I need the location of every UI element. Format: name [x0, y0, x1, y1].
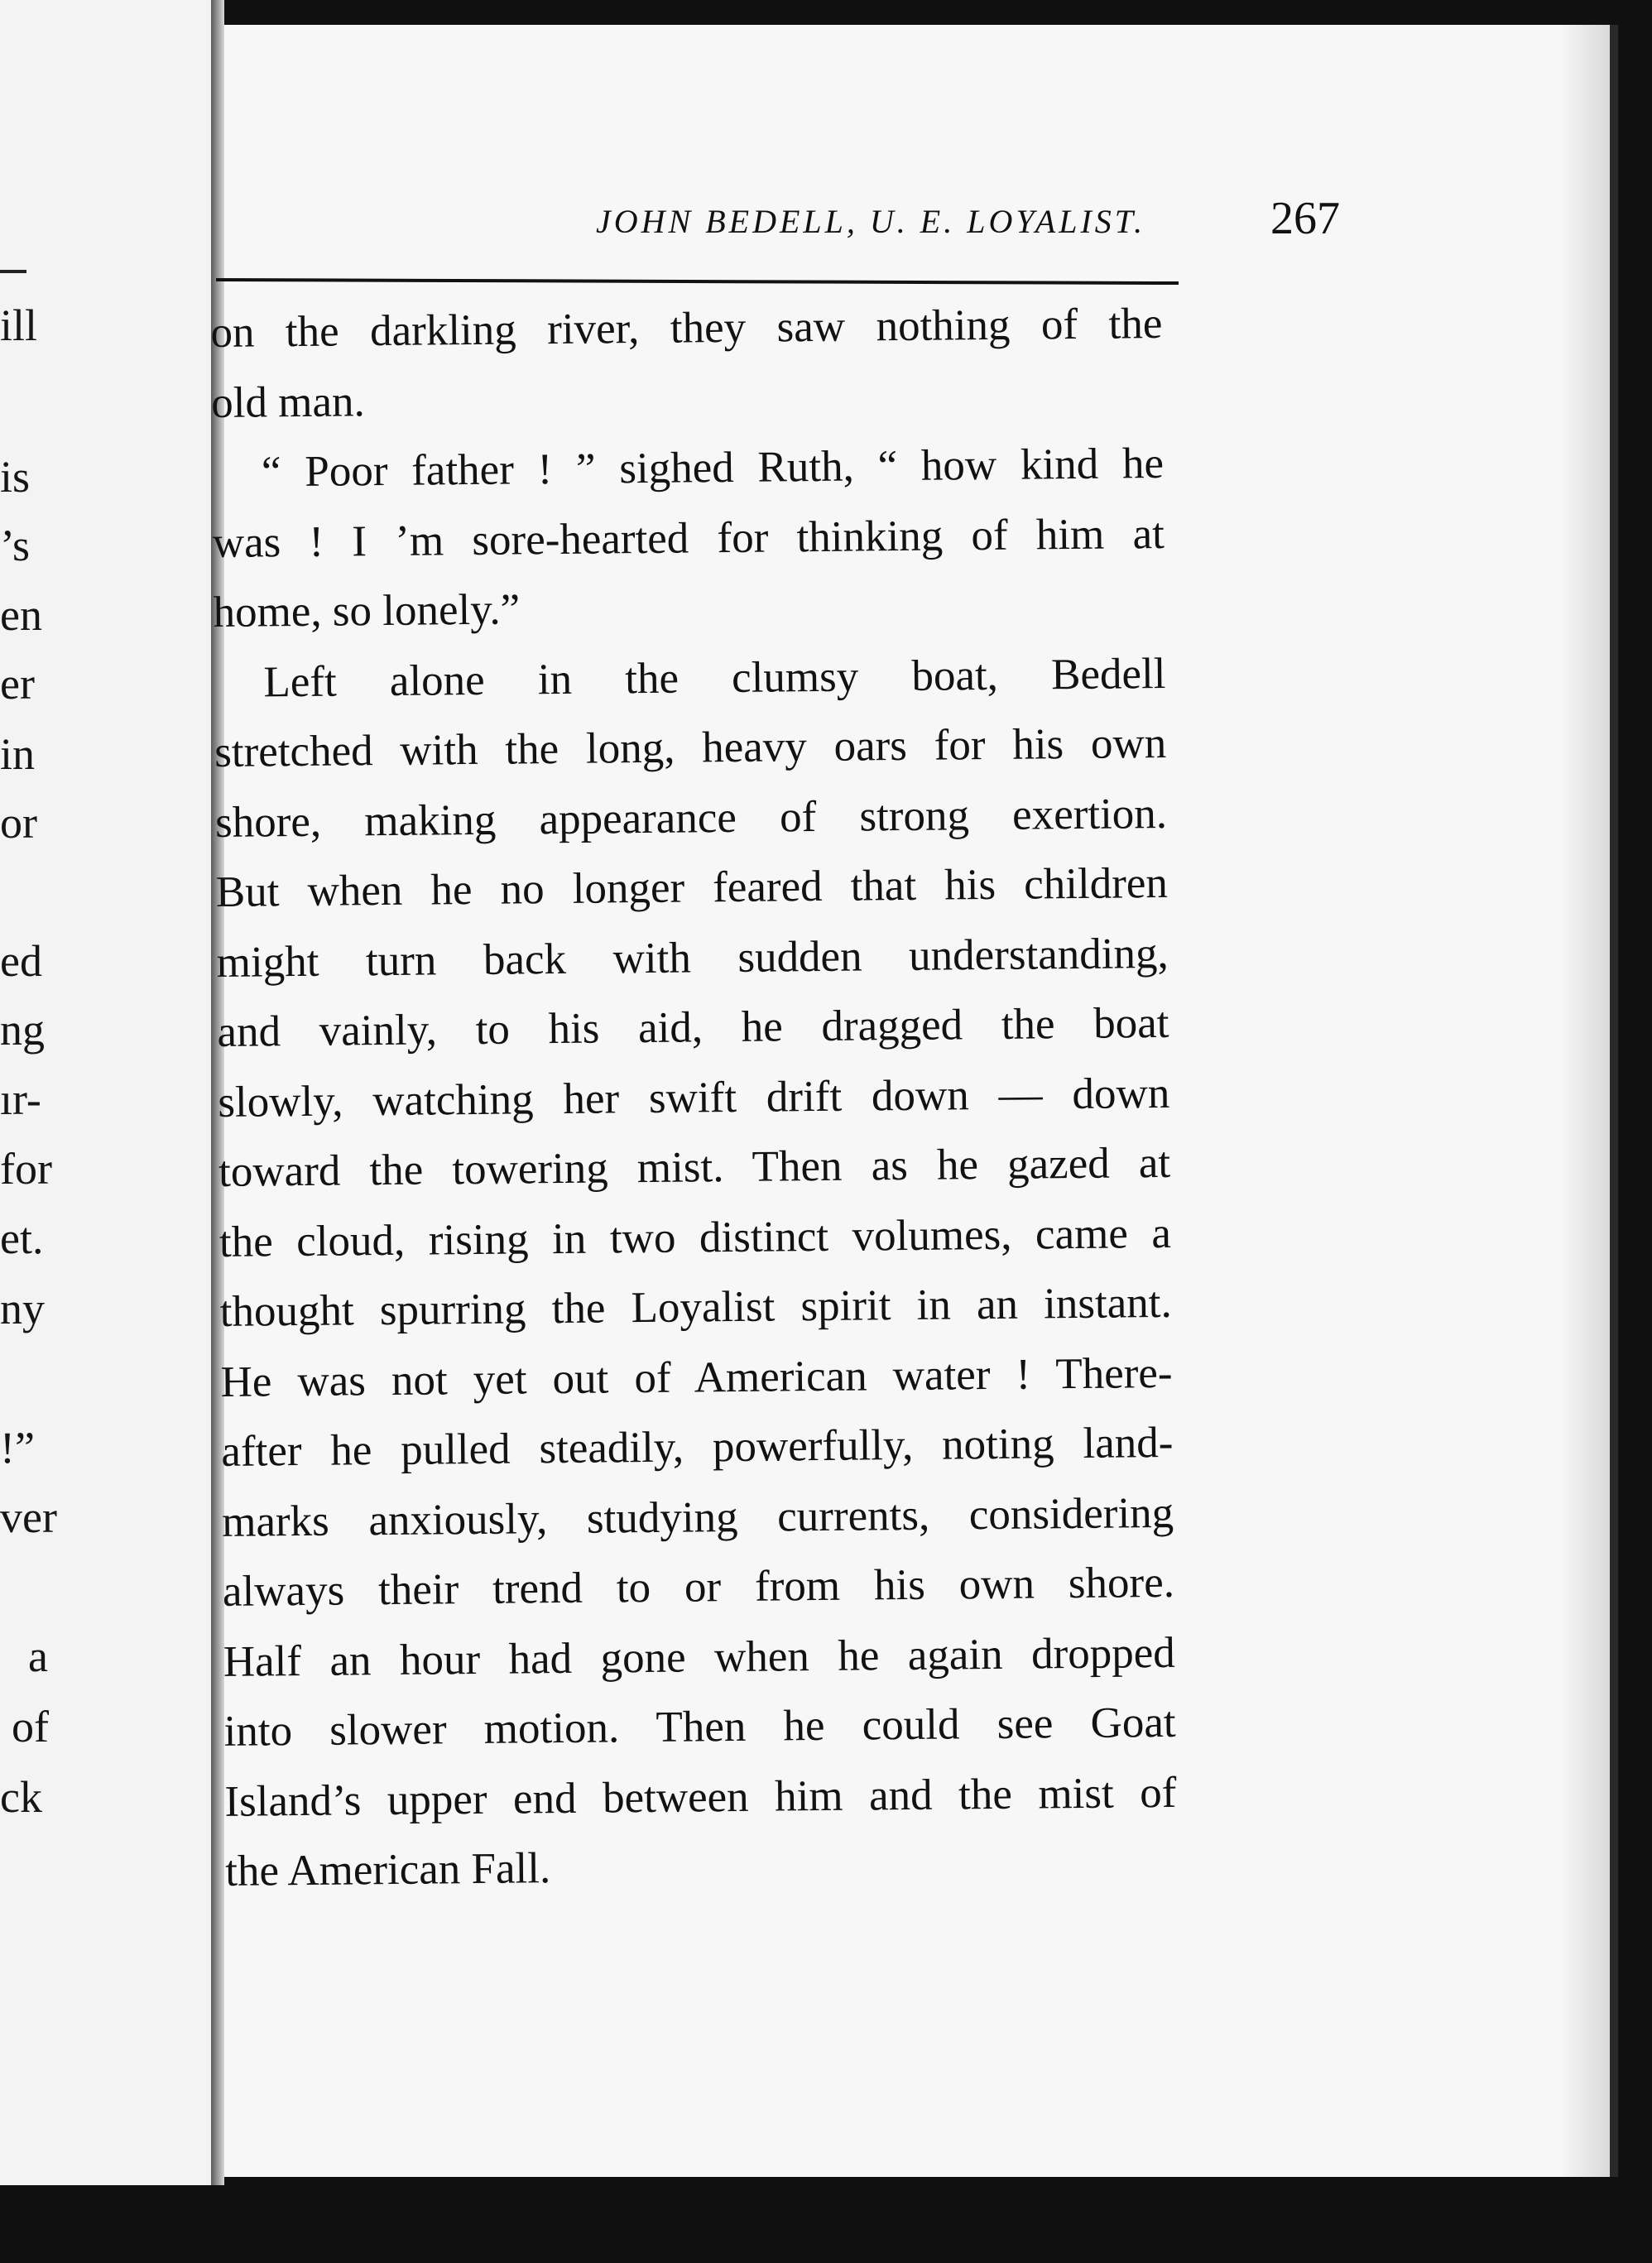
left-page-fragment: ck	[0, 1772, 42, 1822]
running-head	[372, 189, 1366, 255]
text-line: “ Poor father ! ” sighed Ruth, “ how kind he	[261, 439, 1165, 497]
text-line: Half an hour had gone when he again dropped	[223, 1628, 1176, 1686]
text-line: toward the towering mist. Then as he gazed at	[218, 1138, 1171, 1196]
left-page-fragment: ’s	[0, 521, 31, 570]
text-line: old man.	[210, 377, 365, 427]
left-page-fragment: !”	[0, 1423, 35, 1473]
left-facing-page	[0, 0, 214, 2185]
text-line: thought spurring the Loyalist spirit in an instant.	[219, 1278, 1172, 1336]
text-line: stretched with the long, heavy oars for his own	[214, 718, 1167, 776]
text-line: might turn back with sudden understanding,	[216, 929, 1169, 987]
left-page-fragment: or	[0, 798, 37, 848]
page-number: 267	[1270, 193, 1340, 244]
left-page-fragment: ill	[0, 300, 38, 350]
left-page-rule	[0, 270, 26, 273]
text-line: on the darkling river, they saw nothing of the	[210, 299, 1163, 357]
left-page-fragment: et.	[0, 1213, 44, 1263]
text-line: slowly, watching her swift drift down — down	[218, 1069, 1170, 1127]
text-line: marks anxiously, studying currents, considering	[221, 1488, 1174, 1546]
left-page-fragment: ed	[0, 936, 42, 986]
text-line: Left alone in the clumsy boat, Bedell	[263, 649, 1166, 706]
text-line: He was not yet out of American water ! There-	[220, 1348, 1173, 1406]
left-page-fragment: ver	[0, 1492, 57, 1542]
text-line: home, so lonely.”	[213, 585, 521, 637]
left-page-fragment: of	[12, 1702, 49, 1751]
left-page-fragment: er	[0, 659, 35, 709]
left-page-fragment: for	[0, 1144, 52, 1194]
text-line: into slower motion. Then he could see Goat	[223, 1698, 1176, 1756]
text-line: But when he no longer feared that his children	[215, 858, 1169, 916]
text-line: shore, making appearance of strong exertion.	[214, 789, 1168, 847]
text-line: and vainly, to his aid, he dragged the boat	[217, 998, 1169, 1056]
text-line: the American Fall.	[224, 1844, 551, 1895]
text-line: after he pulled steadily, powerfully, noting land-	[221, 1418, 1174, 1476]
body-text	[210, 289, 1178, 1906]
text-line: Island’s upper end between him and the mist of	[224, 1768, 1177, 1826]
text-line: was ! I ’m sore-hearted for thinking of him at	[212, 509, 1165, 567]
left-page-fragment: in	[0, 729, 36, 779]
text-line: the cloud, rising in two distinct volumes, came a	[219, 1208, 1172, 1266]
left-page-fragment: a	[28, 1631, 48, 1681]
left-page-fragment: ng	[0, 1005, 45, 1055]
running-title: JOHN BEDELL, U. E. LOYALIST.	[596, 203, 1146, 240]
left-page-fragment: ır-	[0, 1074, 41, 1124]
left-page-fragment: is	[0, 452, 31, 502]
text-line: always their trend to or from his own shore.	[222, 1558, 1175, 1616]
left-page-fragment: ny	[0, 1284, 45, 1333]
left-page-fragment: en	[0, 590, 42, 640]
